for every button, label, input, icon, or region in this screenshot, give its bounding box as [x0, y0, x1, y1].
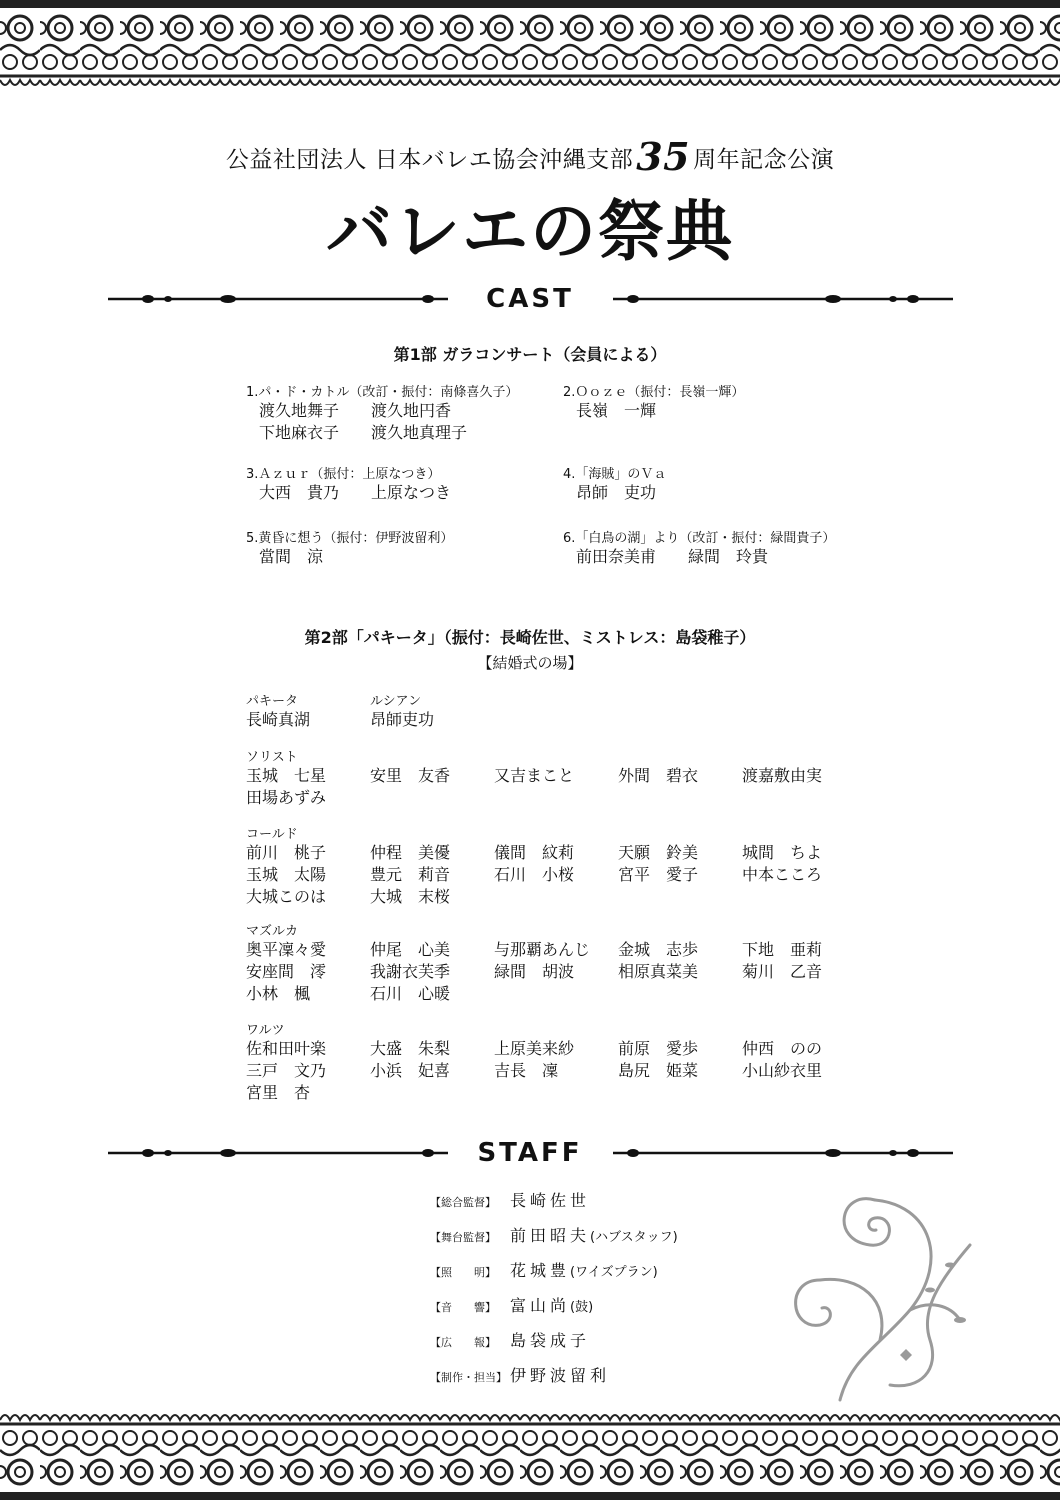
performer-name: 中本こころ: [742, 865, 823, 884]
item-heading: 1.パ・ド・カトル（改訂・振付：南條喜久子）: [246, 385, 519, 400]
performer-name: 大城このは: [246, 887, 327, 906]
staff-row: [430, 1223, 678, 1246]
role-label: ルシアン: [370, 694, 422, 709]
lead-paquita: [246, 690, 310, 731]
performer-name: 小林 楓: [246, 984, 311, 1003]
staff-heading: STAFF: [477, 1138, 583, 1168]
staff-row: [430, 1363, 610, 1386]
performer-name: 我謝衣芙季: [370, 962, 451, 981]
group-waltz: [246, 1019, 866, 1104]
performer-name: 佐和田叶楽: [246, 1039, 327, 1058]
performer-name: 三戸 文乃: [246, 1061, 327, 1080]
staff-row: [430, 1328, 590, 1351]
item-performers: 渡久地舞子 渡久地円香 下地麻衣子 渡久地真理子: [259, 401, 468, 442]
part1-item-1: [246, 381, 518, 444]
performer-grid: [246, 765, 866, 809]
staff-row: [430, 1258, 658, 1281]
performer-grid: [246, 842, 866, 908]
staff-name: 花城豊: [510, 1261, 571, 1280]
part1-item-6: [563, 527, 835, 568]
performer-name: 玉城 七星: [246, 766, 327, 785]
item-performers: 大西 貴乃 上原なつき: [259, 483, 452, 502]
staff-name: 前田昭夫: [510, 1226, 591, 1245]
performer-name: 石川 心暖: [370, 984, 451, 1003]
item-heading: 6.「白鳥の湖」より（改訂・振付：緑間貴子）: [563, 531, 836, 546]
performer-name: 宮平 愛子: [618, 865, 699, 884]
performer-name: 安里 友香: [370, 766, 451, 785]
performer-name: 外間 碧衣: [618, 766, 699, 785]
performer-name: 石川 小桜: [494, 865, 575, 884]
performer-name: 島尻 姫菜: [618, 1061, 699, 1080]
performer-name: 天願 鈴美: [618, 843, 699, 862]
item-heading: 3.Ａｚｕｒ（振付：上原なつき）: [246, 467, 441, 482]
staff-name: 伊野波留利: [510, 1366, 611, 1385]
item-heading: 4.「海賊」のＶａ: [563, 467, 667, 482]
role-label: ワルツ: [246, 1023, 285, 1038]
item-heading: 5.黄昏に想う（振付：伊野波留利）: [246, 531, 454, 546]
performer-name: 下地 亜莉: [742, 940, 823, 959]
role-label: パキータ: [246, 694, 299, 709]
item-performers: 長嶺 一輝: [576, 401, 657, 420]
performer-name: 緑間 胡波: [494, 962, 575, 981]
anniversary-number: 35: [636, 134, 691, 179]
performer-name: 仲西 のの: [742, 1039, 823, 1058]
performer-name: 菊川 乙音: [742, 962, 823, 981]
role-label: コールド: [246, 827, 298, 842]
performer-name: 昂師吏功: [370, 710, 435, 729]
group-corps: [246, 823, 866, 908]
staff-row: [430, 1293, 593, 1316]
item-heading: 2.Ｏｏｚｅ（振付：長嶺一輝）: [563, 385, 745, 400]
performer-name: 大城 末桜: [370, 887, 451, 906]
performer-name: 豊元 莉音: [370, 865, 451, 884]
item-performers: 當間 涼: [259, 547, 324, 566]
staff-name: 長崎佐世: [510, 1191, 591, 1210]
performer-name: 仲程 美優: [370, 843, 451, 862]
performer-name: 小浜 妃喜: [370, 1061, 451, 1080]
lead-lucien: [370, 690, 434, 731]
performer-name: 小山紗衣里: [742, 1061, 823, 1080]
event-subtitle: [0, 134, 1060, 179]
part2-scene: 【結婚式の場】: [477, 654, 583, 672]
lace-border-bottom: [0, 1408, 1060, 1500]
performer-name: 大盛 朱梨: [370, 1039, 451, 1058]
performer-name: 前川 桃子: [246, 843, 327, 862]
performer-name: 金城 志歩: [618, 940, 699, 959]
staff-role: 【総合監督】: [430, 1196, 496, 1209]
group-soloists: [246, 746, 866, 809]
performer-grid: [246, 1038, 866, 1104]
role-label: ソリスト: [246, 750, 298, 765]
performer-name: 宮里 杏: [246, 1083, 311, 1102]
performer-name: 玉城 太陽: [246, 865, 327, 884]
role-label: マズルカ: [246, 924, 299, 939]
subtitle-suffix: 周年記念公演: [693, 147, 835, 173]
performer-name: 安座間 澪: [246, 962, 327, 981]
part1-item-3: [246, 463, 451, 504]
performer-name: 田場あずみ: [246, 788, 327, 807]
performer-name: 与那覇あんじ: [494, 940, 591, 959]
performer-name: 吉長 凜: [494, 1061, 559, 1080]
staff-org: (ワイズプラン): [570, 1265, 658, 1280]
page-title: バレエの祭典: [326, 192, 734, 270]
staff-role: 【音 響】: [430, 1301, 496, 1314]
part1-item-4: [563, 463, 666, 504]
part1-title: 第1部 ガラコンサート（会員による）: [393, 345, 667, 364]
performer-name: 長崎真湖: [246, 710, 311, 729]
staff-row: [430, 1188, 590, 1211]
performer-name: 城間 ちよ: [742, 843, 823, 862]
performer-name: 前原 愛歩: [618, 1039, 699, 1058]
performer-name: 相原真菜美: [618, 962, 699, 981]
part2-title: 第2部「パキータ」（振付：長崎佐世、ミストレス：島袋稚子）: [304, 628, 756, 647]
staff-name: 島袋成子: [510, 1331, 591, 1350]
staff-role: 【広 報】: [430, 1336, 496, 1349]
performer-name: 仲尾 心美: [370, 940, 451, 959]
staff-name: 富山尚: [510, 1296, 571, 1315]
performer-name: 上原美来紗: [494, 1039, 575, 1058]
item-performers: 昂師 吏功: [576, 483, 657, 502]
staff-org: (鼓): [570, 1300, 594, 1315]
lace-border-top: [0, 0, 1060, 92]
staff-role: 【照 明】: [430, 1266, 496, 1279]
part1-item-2: [563, 381, 744, 422]
item-performers: 前田奈美甫 緑間 玲貴: [576, 547, 769, 566]
performer-name: 奥平凜々愛: [246, 940, 327, 959]
performer-name: 儀間 紋莉: [494, 843, 575, 862]
performer-name: 又吉まこと: [494, 766, 575, 785]
staff-org: (ハブスタッフ): [590, 1230, 678, 1245]
staff-role: 【舞台監督】: [430, 1231, 496, 1244]
cast-heading: CAST: [486, 284, 574, 314]
performer-name: 渡嘉敷由実: [742, 766, 823, 785]
staff-role: 【制作・担当】: [430, 1371, 507, 1384]
swirl-ornament-icon: [780, 1170, 980, 1410]
part1-item-5: [246, 527, 453, 568]
subtitle-prefix: 公益社団法人 日本バレエ協会沖縄支部: [225, 147, 634, 173]
group-mazurka: [246, 920, 866, 1005]
performer-grid: [246, 939, 866, 1005]
